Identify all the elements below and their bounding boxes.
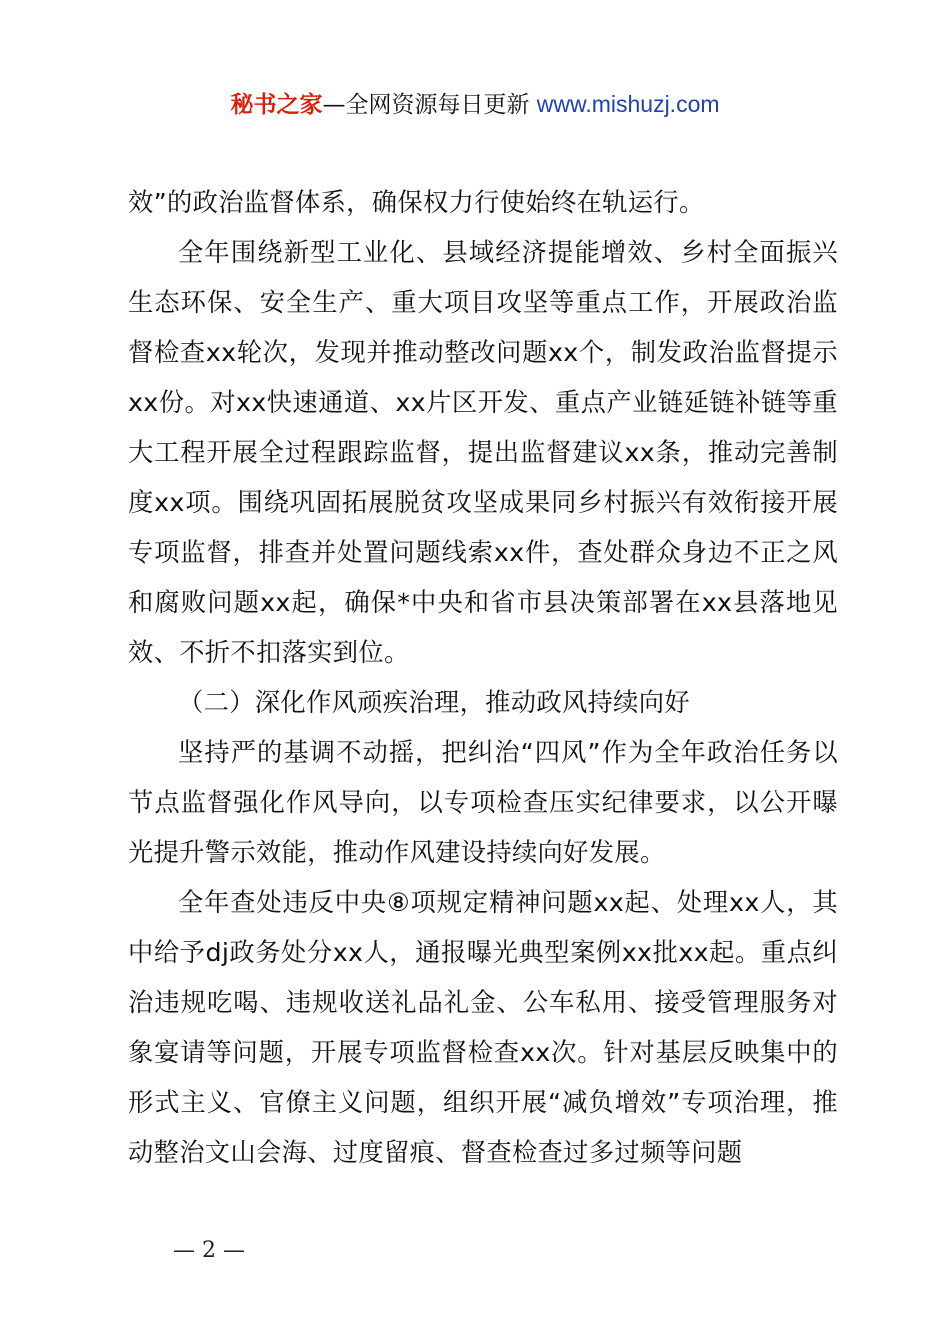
document-body (128, 178, 838, 1178)
paragraph-annual-results: 全年查处违反中央⑧项规定精神问题xx起、处理xx人，其中给予dj政务处分xx人，通报曝光典型案例xx批xx起。重点纠治违规吃喝、违规收送礼品礼金、公车私用、接受管理服务对象宴请等问题，开展专项监督检查xx次。针对基层反映集中的形式主义、官僚主义问题，组织开展“减负增效”专项治理，推动整治文山会海、过度留痕、督查检查过多过频等问题 (128, 888, 838, 1167)
page-number: — 2 — (173, 1238, 245, 1263)
paragraph-political-supervision: 全年围绕新型工业化、县域经济提能增效、乡村全面振兴生态环保、安全生产、重大项目攻坚等重点工作，开展政治监督检查xx轮次，发现并推动整改问题xx个，制发政治监督提示xx份。对xx快速通道、xx片区开发、重点产业链延链补链等重大工程开展全过程跟踪监督，提出监督建议xx条，推动完善制度xx项。围绕巩固拓展脱贫攻坚成果同乡村振兴有效衔接开展专项监督，排查并处置问题线索xx件，查处群众身边不正之风和腐败问题xx起，确保*中央和省市县决策部署在xx县落地见效、不折不扣落实到位。 (128, 238, 838, 667)
paragraph-work-style: 坚持严的基调不动摇，把纠治“四风”作为全年政治任务以节点监督强化作风导向，以专项检查压实纪律要求，以公开曝光提升警示效能，推动作风建设持续向好发展。 (128, 738, 838, 867)
header-tagline: —全网资源每日更新 (322, 92, 537, 118)
site-url-link[interactable]: www.mishuzj.com (536, 91, 720, 117)
section-heading: （二）深化作风顽疾治理，推动政风持续向好 (178, 688, 690, 717)
site-header (0, 86, 950, 123)
paragraph-continuation: 效”的政治监督体系，确保权力行使始终在轨运行。 (128, 188, 705, 217)
brand-name: 秘书之家 (230, 92, 323, 118)
